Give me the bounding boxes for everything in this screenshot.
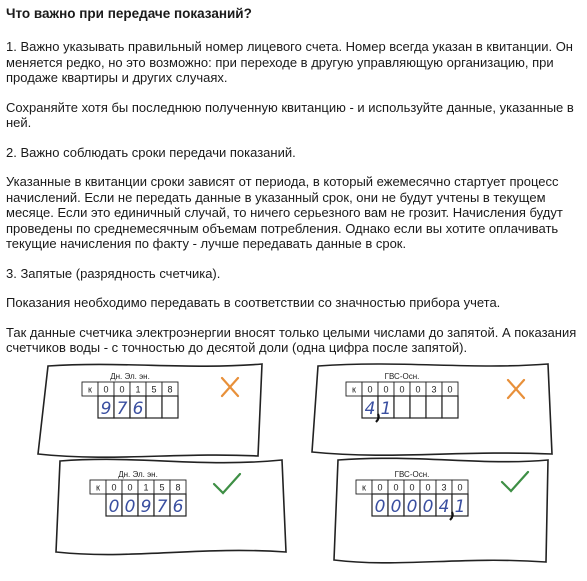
written-cell — [442, 396, 458, 418]
meter-digit: 0 — [383, 384, 389, 395]
meter-prefix: к — [88, 384, 92, 395]
paragraph-meter-examples: Так данные счетчика электроэнергии вносят только целыми числами до запятой. А показания счетчиков воды - с точностью до десятой доли (одна цифра после запятой). — [6, 324, 577, 355]
paragraph-deadlines: Указанные в квитанции сроки зависят от периода, в который ежемесячно стартует процесс начислений. Если не передать данные в указанный срок, они не будут учтены в текущем месяце. Если это единичный случай, то ничего серьезного вам не грозит. Начисления будут проведены по среднемесячным объемам потребления. Однако если вы хотите оплачивать текущие начисления по факту - лучше передавать данные в срок. — [6, 174, 563, 251]
written-cell — [146, 396, 162, 418]
meter-digit: 0 — [415, 384, 421, 395]
meter-label: ГВС-Осн. — [384, 372, 420, 381]
meter-digit: 3 — [441, 482, 447, 493]
meter-label: ГВС-Осн. — [394, 470, 430, 479]
meter-digit: 0 — [409, 482, 415, 493]
paragraph-commas-heading: 3. Запятые (разрядность счетчика). — [6, 265, 221, 281]
paragraph-meter-digits: Показания необходимо передавать в соответствии со значностью прибора учета. — [6, 295, 501, 310]
meter-digit: 0 — [399, 384, 405, 395]
meter-digit: 8 — [167, 384, 173, 395]
written-cell — [162, 396, 178, 418]
meter-label: Дн. Эл. эн. — [118, 470, 158, 479]
written-digit: 0 — [124, 497, 136, 517]
meter-digit: 0 — [393, 482, 399, 493]
meter-digit: 1 — [135, 384, 141, 395]
written-digit: 9 — [100, 399, 112, 419]
paragraph-deadlines-heading: 2. Важно соблюдать сроки передачи показаний. — [6, 144, 296, 160]
meter-digit: 0 — [377, 482, 383, 493]
meter-digit: 5 — [159, 482, 165, 493]
written-digit: 0 — [422, 497, 434, 517]
written-digit: 4 — [364, 399, 376, 419]
meter-digit: 0 — [367, 384, 373, 395]
meter-prefix: к — [362, 482, 366, 493]
meter-digit: 0 — [447, 384, 453, 395]
meter-readings-illustration — [0, 356, 587, 581]
written-digit: 6 — [172, 497, 184, 517]
meter-digit: 0 — [127, 482, 133, 493]
meter-digit: 8 — [175, 482, 181, 493]
written-digit: 0 — [406, 497, 418, 517]
written-digit: 7 — [156, 497, 168, 517]
written-digit: 4 — [438, 497, 450, 517]
meter-prefix: к — [352, 384, 356, 395]
meter-digit: 3 — [431, 384, 437, 395]
paragraph-account-number: 1. Важно указывать правильный номер лицевого счета. Номер всегда указан в квитанции. Он меняется редко, но это возможно: при переходе в другую управляющую организацию, при продаже квартиры и других случаях. — [6, 39, 573, 85]
meter-digit: 0 — [103, 384, 109, 395]
written-digit: 1 — [454, 497, 466, 517]
meter-digit: 5 — [151, 384, 157, 395]
article — [6, 6, 580, 370]
written-digit: 9 — [140, 497, 152, 517]
written-cell — [394, 396, 410, 418]
meter-digit: 0 — [119, 384, 125, 395]
written-cell — [426, 396, 442, 418]
written-digit: 1 — [380, 399, 392, 419]
meter-digit: 0 — [425, 482, 431, 493]
meter-prefix: к — [96, 482, 100, 493]
written-cell — [410, 396, 426, 418]
article-title: Что важно при передаче показаний? — [6, 6, 252, 21]
written-digit: 0 — [108, 497, 120, 517]
written-digit: 7 — [116, 399, 128, 419]
written-digit: 0 — [374, 497, 386, 517]
written-digit: 0 — [390, 497, 402, 517]
written-digit: 6 — [132, 399, 144, 419]
meter-digit: 0 — [457, 482, 463, 493]
paragraph-keep-receipt: Сохраняйте хотя бы последнюю полученную квитанцию - и используйте данные, указанные в ней. — [6, 99, 574, 130]
meter-label: Дн. Эл. эн. — [110, 372, 150, 381]
meter-digit: 0 — [111, 482, 117, 493]
meter-digit: 1 — [143, 482, 149, 493]
